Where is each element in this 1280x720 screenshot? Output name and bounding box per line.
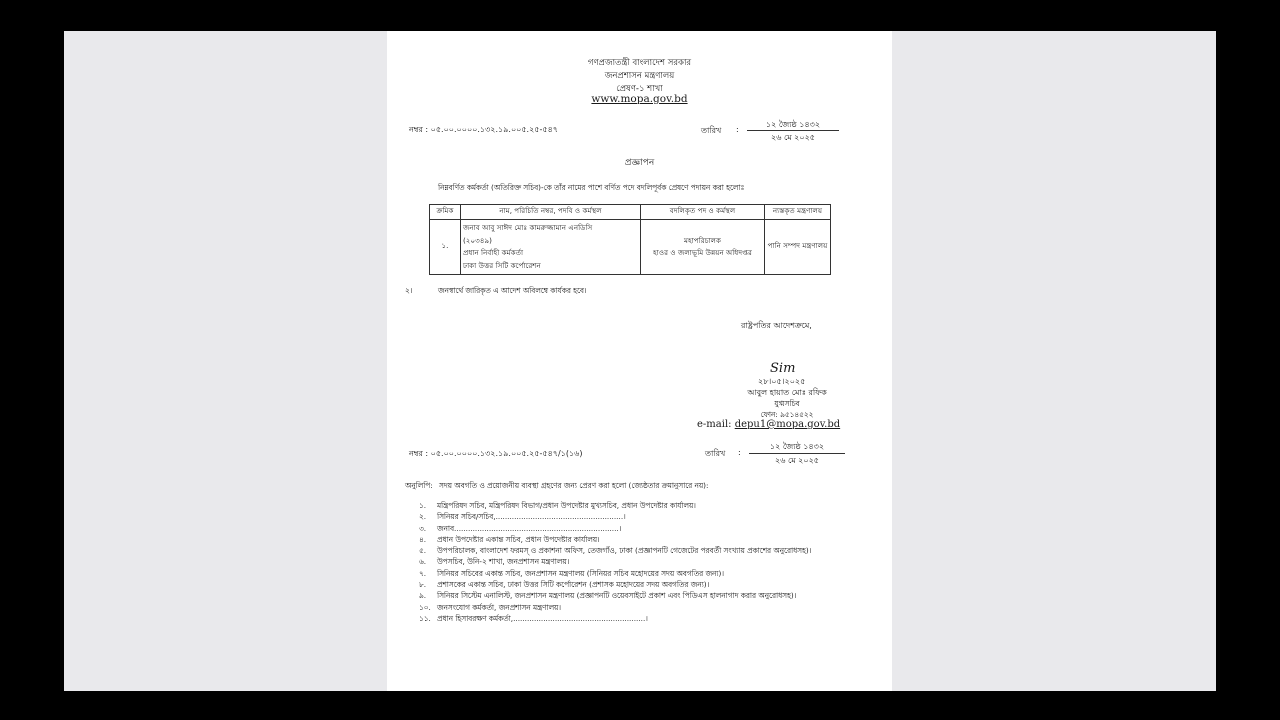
website-link[interactable]: www.mopa.gov.bd [591, 93, 688, 105]
list-item-text: উপসচিব, উনি-২ শাখা, জনপ্রশাসন মন্ত্রণালয়। [437, 557, 570, 567]
order-line: রাষ্ট্রপতির আদেশক্রমে, [741, 321, 812, 330]
ministry-name: জনপ্রশাসন মন্ত্রণালয় [604, 71, 675, 81]
memo-number: নম্বর : ০৫.০০.০০০০.১৩২.১৯.০০৫.২৫-৫৪৭ [409, 125, 558, 134]
cc-intro: সদয় অবগতি ও প্রয়োজনীয় ব্যবস্থা গ্রহণের জন্য প্রেরণ করা হলো (জ্যেষ্ঠতার ক্রমানুসারে নয়): [439, 481, 709, 490]
list-item-text: জনাব.......................................................................। [437, 523, 622, 533]
list-item [405, 500, 811, 511]
date-bangla: ১২ জ্যৈষ্ঠ ১৪৩২ [765, 120, 821, 129]
document-viewer[interactable] [64, 31, 1216, 691]
signatory-name: আবুল হায়াত মোঃ রফিক [747, 388, 827, 397]
posting-table [429, 204, 831, 275]
list-item [405, 579, 811, 590]
list-item [405, 556, 811, 567]
list-item-number: ৩. [419, 523, 427, 533]
list-item-text: উপপরিচালক, বাংলাদেশ ফরমস্‌ ও প্রকাশনা অফিস, তেজগাঁও, ঢাকা (প্রজ্ঞাপনটি গেজেটের পরবর্তী সংখ্যায় প্রকাশের অনুরোধসহ)। [437, 546, 812, 556]
signatory-phone: ফোন: ৯৫১৪৫২২ [760, 410, 814, 419]
list-item-text: জনসংযোগ কর্মকর্তা, জনপ্রশাসন মন্ত্রণালয়। [437, 602, 561, 612]
memo2-date-english: ২৬ মে ২০২৫ [775, 456, 819, 465]
officer-cell [461, 220, 641, 275]
list-item-number: ৯. [419, 591, 427, 601]
memo2-date-bangla: ১২ জ্যৈষ্ঠ ১৪৩২ [769, 442, 825, 451]
transfer-office: হাওর ও জলাভূমি উন্নয়ন অধিদপ্তর [653, 248, 752, 257]
table-header-row [430, 205, 831, 220]
serial-cell: ১. [430, 220, 461, 275]
notification-title: প্রজ্ঞাপন [624, 158, 655, 168]
clause-number: ২। [405, 286, 413, 295]
list-item-number: ১০. [419, 602, 431, 612]
signature-date: ২৮।০৫।২০২৫ [758, 377, 806, 386]
list-item [405, 568, 811, 579]
list-item-text: প্রধান হিসাবরক্ষণ কর্মকর্তা,.........................................................। [437, 613, 648, 623]
list-item [405, 545, 811, 556]
date-divider [747, 130, 839, 131]
date-english: ২৬ মে ২০২৫ [771, 133, 815, 142]
section-name: প্রেষণ-১ শাখা [616, 84, 663, 94]
officer-name: জনাব আবু সাঈদ মোঃ কামরুজ্জামান এনডিসি [463, 223, 593, 232]
date-label: তারিখ [701, 126, 722, 135]
ministry-cell: পানি সম্পদ মন্ত্রণালয় [765, 220, 831, 275]
memo2-date-label: তারিখ [705, 449, 726, 458]
cc-list [405, 500, 811, 624]
list-item-number: ১. [419, 501, 427, 510]
list-item-number: ২. [419, 512, 427, 522]
list-item-number: ৬. [419, 557, 427, 567]
clause-text: জনস্বার্থে জারিকৃত এ আদেশ অবিলম্বে কার্যকর হবে। [438, 286, 587, 295]
list-item-text: প্রধান উপদেষ্টার একান্ত সচিব, প্রধান উপদেষ্টার কার্যালয়। [437, 534, 600, 544]
memo2-date-divider [749, 453, 845, 454]
email-link[interactable]: depu1@mopa.gov.bd [734, 419, 841, 430]
list-item-text: মন্ত্রিপরিষদ সচিব, মন্ত্রিপরিষদ বিভাগ/প্রধান উপদেষ্টার মুখ্যসচিব, প্রধান উপদেষ্টার কার্যালয়। [437, 501, 696, 510]
list-item [405, 511, 811, 522]
list-item [405, 590, 811, 601]
memo2-number: নম্বর : ০৫.০০.০০০০.১৩২.১৯.০০৫.২৫-৫৪৭/১(১৬) [409, 449, 583, 458]
intro-text: নিম্নবর্ণিত কর্মকর্তা (অতিরিক্ত সচিব)-কে তাঁর নামের পাশে বর্ণিত পদে বদলিপূর্বক প্রেষণে পদায়ন করা হলোঃ [438, 183, 745, 192]
table-row [430, 220, 831, 275]
list-item [405, 602, 811, 613]
document-page: গণপ্রজাতন্ত্রী বাংলাদেশ সরকার জনপ্রশাসন মন্ত্রণালয় প্রেষণ-১ শাখা www.mopa.gov.bd নম্বর : ০৫.০০.০০০০.১৩২.১৯.০০৫.২৫-৫৪৭ তারিখ : ১২ জ্যৈষ্ঠ ১৪৩২ ২৬ মে ২০২৫ প্রজ্ঞাপন নিম্নবর্ণিত কর্মকর্তা (অতিরিক্ত সচিব)-কে তাঁর নামের পাশে বর্ণিত পদে বদলিপূর্বক প্রেষণে পদায়ন করা হলোঃ ক্রমিক নাম, পরিচিতি নম্বর, পদবি ও কর্মস্থল বদলিকৃত পদ ও কর্মস্থল ন্যস্তকৃত মন্ত্রণালয় ১. জনাব আবু সাঈদ মোঃ কামরুজ্জামান এনডিসি (২০৩৪৯) প্রধান নির্বাহী কর্মকর্তা ঢাকা উত্তর সিটি কর্পোরেশন মহাপরিচালক হাওর ও জলাভূমি উন্নয়ন অধিদপ্তর পানি সম্পদ মন্ত্রণালয় ২। জনস্বার্থে জারিকৃত এ আদেশ অবিলম্বে কার্যকর হবে। রাষ্ট্রপতির আদেশক্রমে, Sim ২৮।০৫।২০২৫ আবুল হায়াত মোঃ রফিক যুগ্মসচিব ফোন: ৯৫১৪৫২২ e-mail: depu1@mopa.gov.bd নম্বর : ০৫.০০.০০০০.১৩২.১৯.০০৫.২৫-৫৪৭/১(১৬) তারিখ : ১২ জ্যৈষ্ঠ ১৪৩২ ২৬ মে ২০২৫ অনুলিপি: সদয় অবগতি ও প্রয়োজনীয় ব্যবস্থা গ্রহণের জন্য প্রেরণ করা হলো (জ্যেষ্ঠতার ক্রমানুসারে নয়): ১. মন্ত্রিপরিষদ সচিব, মন্ত্রিপরিষদ বিভাগ/প্রধান উপদেষ্টার মুখ্যসচিব, প্রধান উপদেষ্টার কার্যালয়। ২. সিনিয়র সচিব/সচিব,.......................................................। ৩. জনাব.......................................................................। ৪. প্রধান উপদেষ্টার একান্ত সচিব, প্রধান উপদেষ্টার কার্যালয়। ৫. উপপরিচালক, বাংলাদেশ ফরমস্‌ ও প্রকাশনা অফিস, তেজগাঁও, ঢাকা (প্রজ্ঞাপনটি গেজেটের পরবর্তী সংখ্যায় প্রকাশের অনুরোধসহ)। ৬. উপসচিব, উনি-২ শাখা, জনপ্রশাসন মন্ত্রণালয়। ৭. সিনিয়র সচিবের একান্ত সচিব, জনপ্রশাসন মন্ত্রণালয় (সিনিয়র সচিব মহোদয়ের সদয় অবগতির জন্য)। ৮. প্রশাসকের একান্ত সচিব, ঢাকা উত্তর সিটি কর্পোরেশন (প্রশাসক মহোদয়ের সদয় অবগতির জন্য)। ৯. সিনিয়র সিস্টেম এনালিস্ট, জনপ্রশাসন মন্ত্রণালয় (প্রজ্ঞাপনটি ওয়েবসাইটে প্রকাশ এবং পিডিএস হালনাগাদ করার অনুরোধসহ)। ১০. জনসংযোগ কর্মকর্তা, জনপ্রশাসন মন্ত্রণালয়। ১১. প্রধান হিসাবরক্ষণ কর্মকর্তা,.........................................................। [387, 31, 892, 691]
list-item-text: সিনিয়র সচিব/সচিব,.......................................................। [437, 512, 626, 522]
list-item-number: ৫. [419, 546, 427, 556]
signature: Sim [770, 361, 796, 376]
list-item [405, 613, 811, 624]
list-item-text: প্রশাসকের একান্ত সচিব, ঢাকা উত্তর সিটি কর্পোরেশন (প্রশাসক মহোদয়ের সদয় অবগতির জন্য)। [437, 580, 710, 590]
transfer-post: মহাপরিচালক [683, 235, 722, 245]
column-header: ক্রমিক [430, 205, 461, 220]
cc-label: অনুলিপি: [405, 481, 433, 490]
officer-workplace: ঢাকা উত্তর সিটি কর্পোরেশন [463, 260, 541, 270]
list-item-number: ৭. [419, 568, 427, 578]
officer-designation: প্রধান নির্বাহী কর্মকর্তা [463, 248, 524, 257]
column-header: ন্যস্তকৃত মন্ত্রণালয় [765, 205, 831, 220]
email-label: e-mail: [697, 419, 732, 430]
list-item-number: ৪. [419, 534, 427, 544]
list-item [405, 534, 811, 545]
officer-id: (২০৩৪৯) [463, 235, 492, 245]
list-item-text: সিনিয়র সিস্টেম এনালিস্ট, জনপ্রশাসন মন্ত্রণালয় (প্রজ্ঞাপনটি ওয়েবসাইটে প্রকাশ এবং পিডিএস হালনাগাদ করার অনুরোধসহ)। [437, 591, 797, 601]
column-header: নাম, পরিচিতি নম্বর, পদবি ও কর্মস্থল [461, 205, 641, 220]
list-item [405, 523, 811, 534]
list-item-number: ১১. [419, 613, 431, 623]
column-header: বদলিকৃত পদ ও কর্মস্থল [641, 205, 765, 220]
government-name: গণপ্রজাতন্ত্রী বাংলাদেশ সরকার [587, 58, 692, 68]
transfer-post-cell [641, 220, 765, 275]
signatory-designation: যুগ্মসচিব [774, 399, 800, 408]
list-item-text: সিনিয়র সচিবের একান্ত সচিব, জনপ্রশাসন মন্ত্রণালয় (সিনিয়র সচিব মহোদয়ের সদয় অবগতির জন্য)। [437, 568, 724, 578]
list-item-number: ৮. [419, 580, 427, 590]
